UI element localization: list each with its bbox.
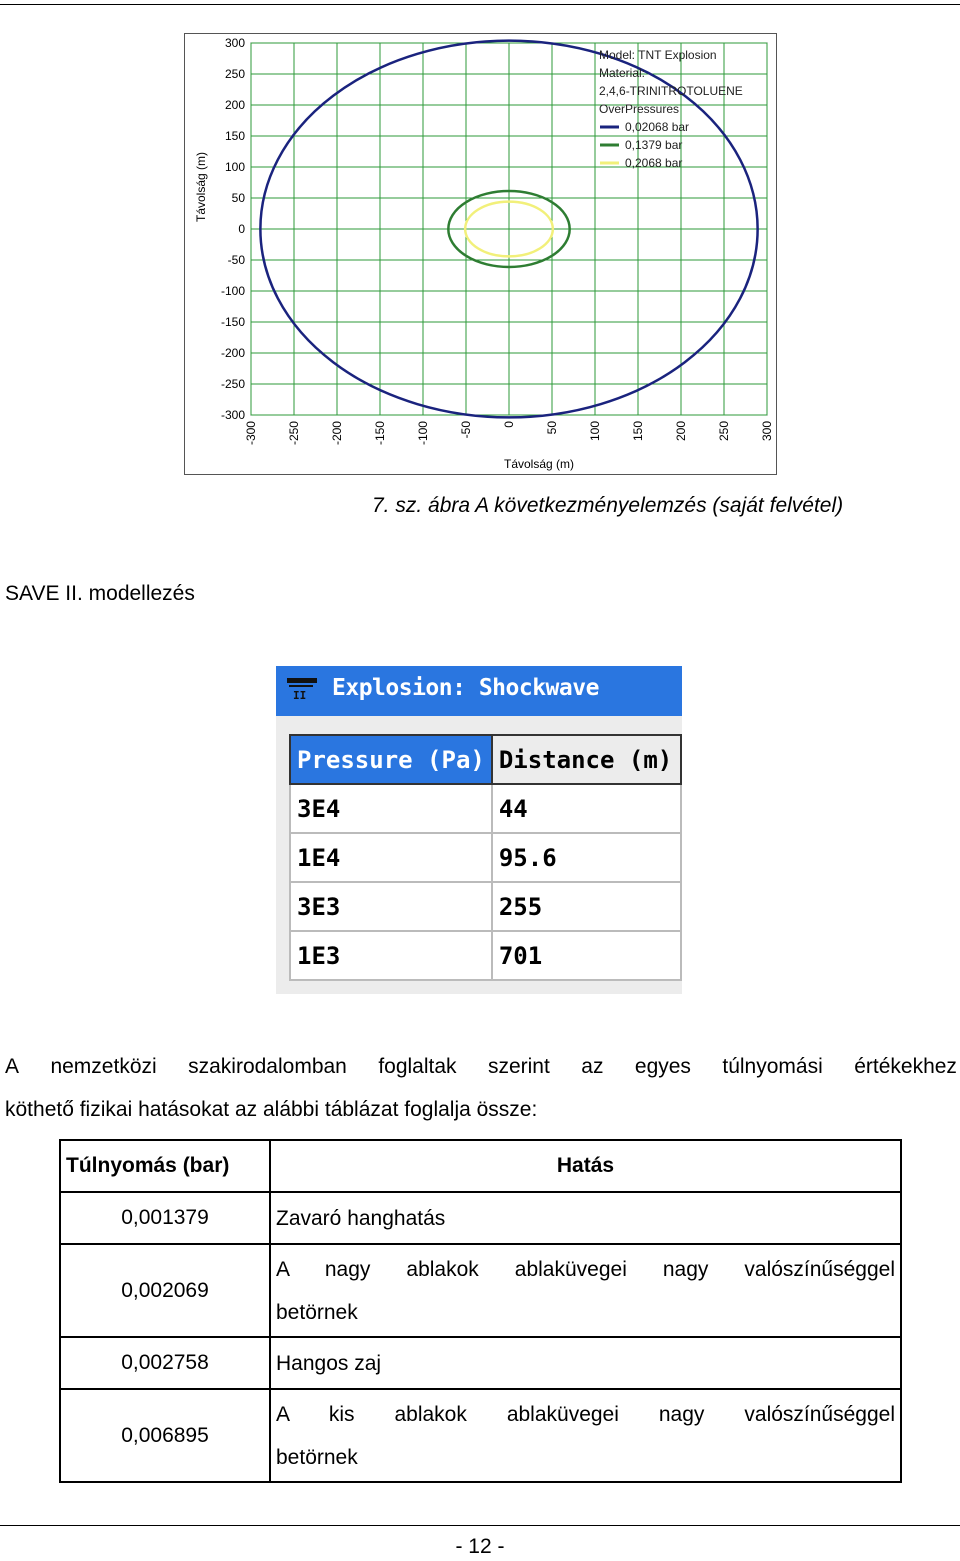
grid-cell-pressure: 1E4 — [290, 833, 492, 882]
grid-row — [290, 882, 681, 931]
paragraph-word: foglaltak — [378, 1055, 457, 1078]
x-tick-label: 150 — [631, 421, 645, 442]
x-tick-label: 50 — [545, 421, 559, 435]
grid-header-distance: Distance (m) — [492, 735, 681, 784]
x-tick-label: -300 — [244, 421, 258, 446]
effects-value: 0,002069 — [60, 1244, 270, 1337]
figure-caption: 7. sz. ábra A következményelemzés (saját felvétel) — [372, 494, 844, 517]
legend-material-value: 2,4,6-TRINITROTOLUENE — [599, 84, 743, 98]
y-tick-label: -300 — [220, 408, 245, 422]
chart-svg — [185, 34, 778, 476]
effects-header-effect: Hatás — [270, 1140, 901, 1192]
paragraph-word: az — [581, 1055, 604, 1078]
overpressure-chart — [184, 33, 777, 475]
paragraph-word: A — [5, 1055, 20, 1078]
y-tick-label: 200 — [224, 98, 245, 112]
window-titlebar — [276, 666, 682, 716]
grid-cell-distance: 701 — [492, 931, 681, 980]
y-tick-label: 300 — [224, 36, 245, 50]
effects-header-value: Túlnyomás (bar) — [60, 1140, 270, 1192]
y-tick-label: -250 — [220, 377, 245, 391]
x-tick-label: -200 — [330, 421, 344, 446]
y-tick-label: -100 — [220, 284, 245, 298]
effects-text — [270, 1244, 901, 1337]
x-tick-label: -100 — [416, 421, 430, 446]
legend-entry: 0,1379 bar — [625, 138, 683, 152]
grid-cell-pressure: 3E4 — [290, 784, 492, 833]
y-tick-label: -50 — [227, 253, 245, 267]
effects-text: Hangos zaj — [270, 1337, 901, 1389]
effects-row — [60, 1337, 901, 1389]
effects-text-line: A kis ablakok ablaküvegei nagy valószínűséggel — [276, 1402, 895, 1426]
effects-row — [60, 1244, 901, 1337]
legend-entry: 0,02068 bar — [625, 120, 690, 134]
x-tick-label: 100 — [588, 421, 602, 442]
window-title: Explosion: Shockwave — [332, 675, 599, 701]
y-tick-label: 0 — [238, 222, 245, 236]
effects-text-line: A nagy ablakok ablaküvegei nagy valószínűséggel — [276, 1257, 895, 1281]
effects-value: 0,006895 — [60, 1389, 270, 1482]
effects-value: 0,001379 — [60, 1192, 270, 1244]
x-tick-label: -50 — [459, 421, 473, 439]
y-tick-label: -150 — [220, 315, 245, 329]
effects-text-line: betörnek — [276, 1300, 358, 1324]
grid-cell-pressure: 1E3 — [290, 931, 492, 980]
save-logo-icon: II — [285, 675, 319, 705]
paragraph-word: szerint — [487, 1055, 550, 1078]
grid-row — [290, 784, 681, 833]
grid-cell-distance: 255 — [492, 882, 681, 931]
paragraph-word: túlnyomási — [722, 1055, 823, 1078]
grid-cell-pressure: 3E3 — [290, 882, 492, 931]
y-tick-label: 50 — [231, 191, 245, 205]
shockwave-grid — [289, 734, 682, 981]
x-tick-label: 250 — [717, 421, 731, 442]
y-tick-label: 100 — [224, 160, 245, 174]
paragraph-line-1 — [5, 1055, 957, 1079]
section-title: SAVE II. modellezés — [5, 582, 195, 605]
y-tick-label: 250 — [224, 67, 245, 81]
y-tick-label: -200 — [220, 346, 245, 360]
x-tick-label: 0 — [502, 421, 516, 428]
paragraph-word: szakirodalomban — [188, 1055, 347, 1078]
effects-text — [270, 1389, 901, 1482]
page-number: - 12 - — [455, 1535, 505, 1558]
effects-value: 0,002758 — [60, 1337, 270, 1389]
effects-table — [59, 1139, 902, 1483]
x-tick-label: 300 — [760, 421, 774, 442]
legend-title: OverPressures — [599, 102, 680, 116]
effects-text-line: betörnek — [276, 1445, 358, 1469]
x-tick-label: -150 — [373, 421, 387, 446]
grid-header-pressure: Pressure (Pa) — [290, 735, 492, 784]
x-axis-label: Távolság (m) — [503, 457, 575, 471]
legend-entry: 0,2068 bar — [625, 156, 683, 170]
grid-cell-distance: 44 — [492, 784, 681, 833]
save-ii-window — [276, 666, 682, 994]
grid-row — [290, 833, 681, 882]
paragraph-word: értékekhez — [854, 1055, 957, 1078]
legend-material-label: Material: — [599, 66, 646, 80]
paragraph-word: nemzetközi — [50, 1055, 157, 1078]
grid-cell-distance: 95.6 — [492, 833, 681, 882]
x-tick-label: -250 — [287, 421, 301, 446]
paragraph-word: egyes — [634, 1055, 691, 1078]
y-axis-label: Távolság (m) — [194, 151, 208, 223]
footer-rule — [0, 1525, 960, 1526]
grid-row — [290, 931, 681, 980]
top-rule — [0, 4, 960, 5]
y-tick-label: 150 — [224, 129, 245, 143]
legend-model: Model: TNT Explosion — [599, 48, 717, 62]
effects-row — [60, 1389, 901, 1482]
x-tick-label: 200 — [674, 421, 688, 442]
paragraph-line-2: köthető fizikai hatásokat az alábbi táblázat foglalja össze: — [5, 1098, 538, 1121]
effects-text: Zavaró hanghatás — [270, 1192, 901, 1244]
effects-row — [60, 1192, 901, 1244]
